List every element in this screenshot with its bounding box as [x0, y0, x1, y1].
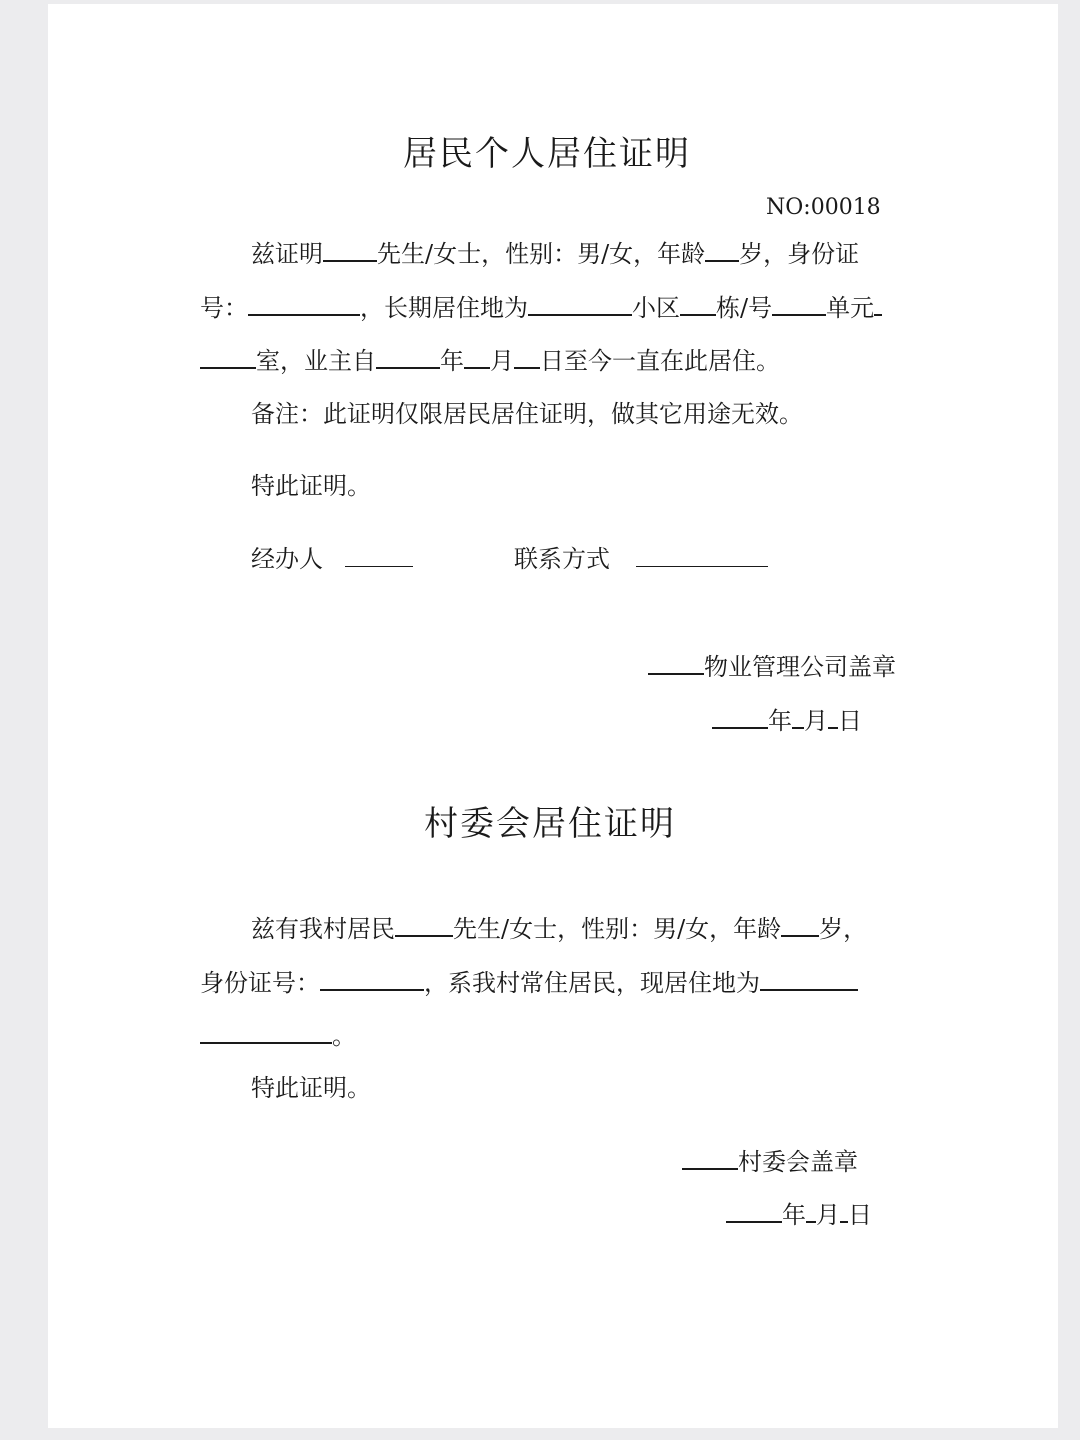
year-blank [376, 342, 440, 369]
doc1-hereby: 特此证明。 [251, 472, 371, 500]
document-page [48, 4, 1058, 1428]
doc2-line-1: 兹有我村居民 先生/女士，性别：男/女，年龄 岁， [251, 909, 867, 944]
doc2-line-3: 。 [200, 1016, 356, 1051]
handler-blank [345, 541, 413, 567]
id-blank [248, 289, 360, 316]
doc1-note: 备注：此证明仅限居民居住证明，做其它用途无效。 [251, 400, 803, 428]
day-blank [514, 342, 540, 369]
doc1-title: 居民个人居住证明 [403, 134, 691, 174]
doc2-date: 年 月 日 [726, 1195, 872, 1230]
doc2-seal: 村委会盖章 [682, 1142, 858, 1177]
name-blank [323, 235, 377, 262]
room-blank [200, 342, 256, 369]
doc2-title: 村委会居住证明 [424, 804, 676, 844]
doc2-hereby: 特此证明。 [251, 1074, 371, 1102]
doc1-date: 年 月 日 [712, 701, 862, 736]
building-blank [680, 289, 716, 316]
villager-name-blank [395, 910, 453, 937]
doc1-line-2: 号： ，长期居住地为 小区 栋/号 单元 [200, 288, 882, 323]
doc1-line-3: 室，业主自 年 月 日至今一直在此居住。 [200, 341, 780, 376]
doc1-line-1: 兹证明 先生/女士，性别：男/女，年龄 岁，身份证 [251, 234, 859, 269]
community-blank [528, 289, 632, 316]
doc2-line-2: 身份证号： ，系我村常住居民，现居住地为 [200, 963, 858, 998]
residence-blank-cont [200, 1017, 332, 1044]
age-blank [705, 235, 739, 262]
villager-id-blank [320, 964, 424, 991]
doc1-handler-row: 经办人 [251, 539, 413, 574]
unit-blank [772, 289, 826, 316]
contact-blank [636, 541, 768, 567]
doc1-contact-row: 联系方式 [514, 539, 768, 574]
villager-age-blank [781, 910, 819, 937]
doc1-number: NO:00018 [766, 195, 881, 220]
residence-blank [760, 964, 858, 991]
doc1-seal: 物业管理公司盖章 [648, 647, 896, 682]
month-blank [464, 342, 490, 369]
